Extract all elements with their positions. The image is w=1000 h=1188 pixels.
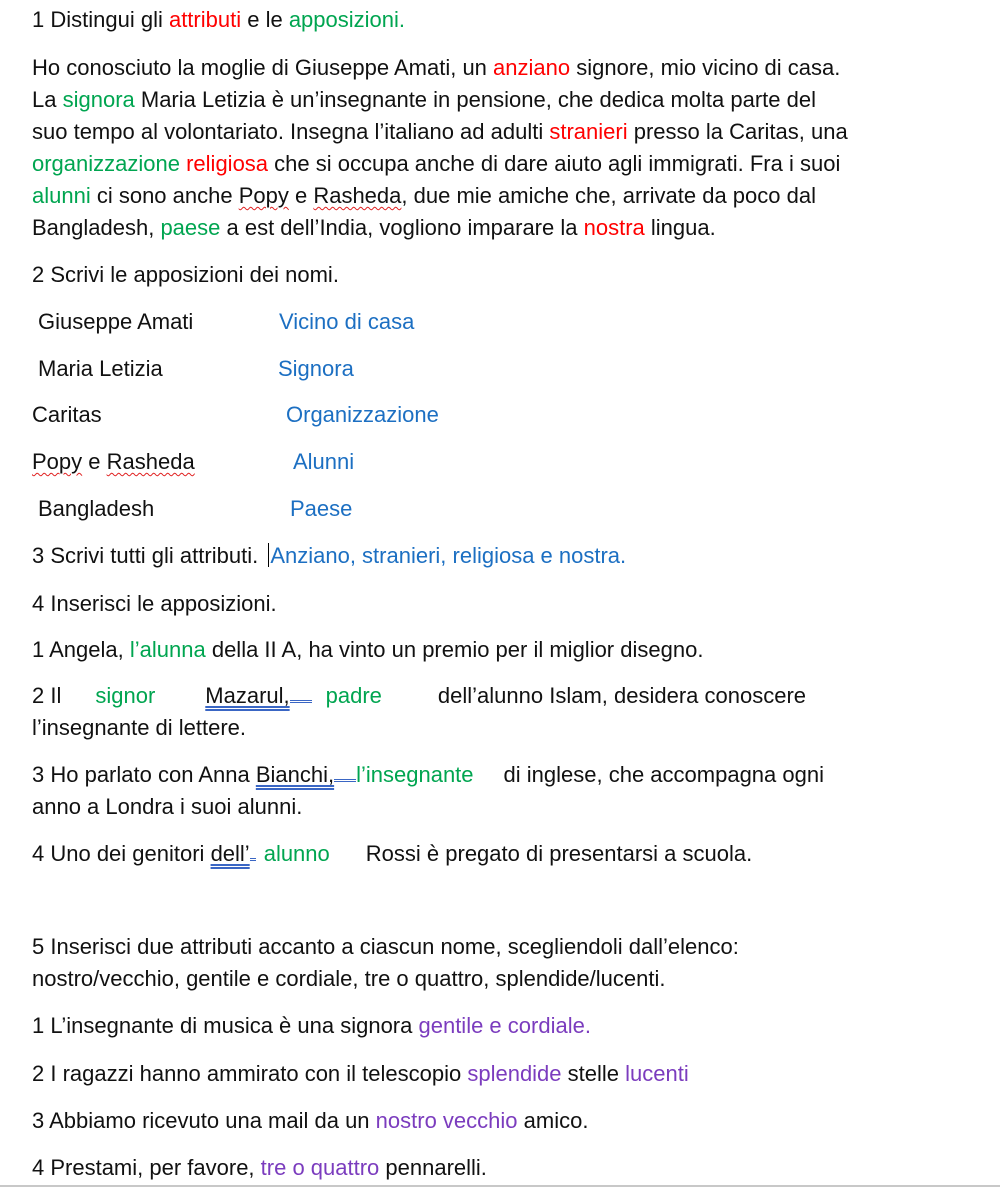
text: 2 I ragazzi hanno ammirato con il telescopio xyxy=(32,1061,468,1086)
keyword-apposizioni: apposizioni. xyxy=(288,7,405,32)
noun-label: Caritas xyxy=(32,402,102,427)
attribute-word: stranieri xyxy=(549,119,628,144)
noun-label: Giuseppe Amati xyxy=(38,309,194,334)
apposition-answer: signor xyxy=(95,683,156,708)
text: lingua. xyxy=(644,215,716,240)
text: 4 Prestami, per favore, xyxy=(32,1155,261,1180)
keyword-attributi: attributi xyxy=(168,7,242,32)
attribute-word: nostra xyxy=(583,215,645,240)
apposition-answer: Signora xyxy=(278,356,354,381)
noun-label: Bangladesh xyxy=(38,496,155,521)
text: ci sono anche xyxy=(90,183,239,208)
paragraph-line xyxy=(32,180,1000,212)
paragraph-line xyxy=(32,84,1000,116)
heading-text: 1 Distingui gli xyxy=(32,7,169,32)
text: e xyxy=(82,449,107,474)
text: 2 Il xyxy=(32,683,62,708)
apposition-answer: l’alunna xyxy=(129,637,206,662)
text: La xyxy=(32,87,63,112)
spellcheck-word[interactable]: Rasheda xyxy=(313,183,402,208)
ex5-sentence-1 xyxy=(32,1011,591,1041)
text: e xyxy=(288,183,314,208)
apposition-word: organizzazione xyxy=(32,151,180,176)
spellcheck-word[interactable]: Rasheda xyxy=(106,449,195,474)
attribute-answer: lucenti xyxy=(625,1061,689,1086)
noun-label: Maria Letizia xyxy=(38,356,163,381)
text: Ho conosciuto la moglie di Giuseppe Amati, un xyxy=(32,55,494,80)
paragraph-line xyxy=(32,116,1000,148)
ex4-heading: 4 Inserisci le apposizioni. xyxy=(32,591,277,616)
ex3-heading: 3 Scrivi tutti gli attributi. xyxy=(32,543,259,568)
blank-line xyxy=(334,765,356,782)
ex4-sentence-2-cont: l’insegnante di lettere. xyxy=(32,715,247,740)
apposition-answer: padre xyxy=(325,683,382,708)
underlined-word: dell’ xyxy=(210,841,250,866)
blank-line xyxy=(290,686,312,703)
text: , due mie amiche che, arrivate da poco dal xyxy=(401,183,816,208)
ex1-paragraph xyxy=(32,52,1000,244)
heading-text: e le xyxy=(241,7,289,32)
ex5-heading-line-2: nostro/vecchio, gentile e cordiale, tre o quattro, splendide/lucenti. xyxy=(32,966,666,991)
apposition-word: signora xyxy=(62,87,135,112)
spellcheck-word[interactable]: Mazarul, xyxy=(205,683,290,708)
text: Rossi è pregato di presentarsi a scuola. xyxy=(365,841,753,866)
text: 4 Uno dei genitori xyxy=(32,841,211,866)
text: Bangladesh, xyxy=(32,215,161,240)
ex3-row xyxy=(32,541,626,571)
text: presso la Caritas, una xyxy=(627,119,848,144)
paragraph-line xyxy=(32,52,1000,84)
text: 3 Abbiamo ricevuto una mail da un xyxy=(32,1108,376,1133)
ex5-sentence-4 xyxy=(32,1153,487,1183)
text: stelle xyxy=(561,1061,626,1086)
text: della II A, ha vinto un premio per il miglior disegno. xyxy=(205,637,704,662)
ex5-heading-line-1: 5 Inserisci due attributi accanto a ciascun nome, scegliendoli dall’elenco: xyxy=(32,934,739,959)
ex4-sentence-4 xyxy=(32,839,752,869)
apposition-answer: alunno xyxy=(263,841,330,866)
apposition-word: paese xyxy=(160,215,221,240)
text: 1 Angela, xyxy=(32,637,130,662)
paragraph-line xyxy=(32,148,1000,180)
text: 3 Ho parlato con Anna xyxy=(32,762,256,787)
underlined-word: Bianchi, xyxy=(255,762,335,787)
apposition-answer: Vicino di casa xyxy=(279,309,415,334)
ex4-sentence-2 xyxy=(32,681,806,711)
spellcheck-word[interactable]: Popy xyxy=(32,449,83,474)
text: 1 L’insegnante di musica è una signora xyxy=(32,1013,419,1038)
text: pennarelli. xyxy=(379,1155,487,1180)
ex5-sentence-3 xyxy=(32,1106,588,1136)
apposition-word: alunni xyxy=(32,183,91,208)
paragraph-line xyxy=(32,212,1000,244)
attribute-answer: splendide xyxy=(467,1061,562,1086)
attribute-answer: gentile e cordiale. xyxy=(418,1013,591,1038)
attribute-word: religiosa xyxy=(186,151,269,176)
text: a est dell’India, vogliono imparare la xyxy=(220,215,584,240)
ex4-sentence-3 xyxy=(32,760,824,790)
text: dell’alunno Islam, desidera conoscere xyxy=(437,683,807,708)
noun-label xyxy=(32,447,195,477)
attribute-answer: nostro vecchio xyxy=(375,1108,518,1133)
apposition-answer: Paese xyxy=(290,496,353,521)
text: che si occupa anche di dare aiuto agli immigrati. Fra i suoi xyxy=(268,151,841,176)
text: amico. xyxy=(517,1108,589,1133)
ex4-sentence-1 xyxy=(32,635,703,665)
text: Maria Letizia è un’insegnante in pensione, che dedica molta parte del xyxy=(134,87,816,112)
spellcheck-word[interactable]: Popy xyxy=(238,183,289,208)
ex5-sentence-2 xyxy=(32,1059,689,1089)
text: di inglese, che accompagna ogni xyxy=(503,762,824,787)
blank-line xyxy=(250,844,256,861)
text: suo tempo al volontariato. Insegna l’italiano ad adulti xyxy=(32,119,550,144)
page-bottom-edge xyxy=(0,1185,1000,1187)
attribute-answer: tre o quattro xyxy=(260,1155,380,1180)
ex4-sentence-3-cont: anno a Londra i suoi alunni. xyxy=(32,794,303,819)
apposition-answer: l’insegnante xyxy=(356,762,474,787)
ex3-answer: Anziano, stranieri, religiosa e nostra. xyxy=(270,543,627,568)
attribute-word: anziano xyxy=(493,55,571,80)
text: signore, mio vicino di casa. xyxy=(570,55,841,80)
ex1-heading xyxy=(32,5,405,35)
ex2-heading: 2 Scrivi le apposizioni dei nomi. xyxy=(32,262,339,287)
apposition-answer: Alunni xyxy=(293,449,355,474)
apposition-answer: Organizzazione xyxy=(286,402,439,427)
